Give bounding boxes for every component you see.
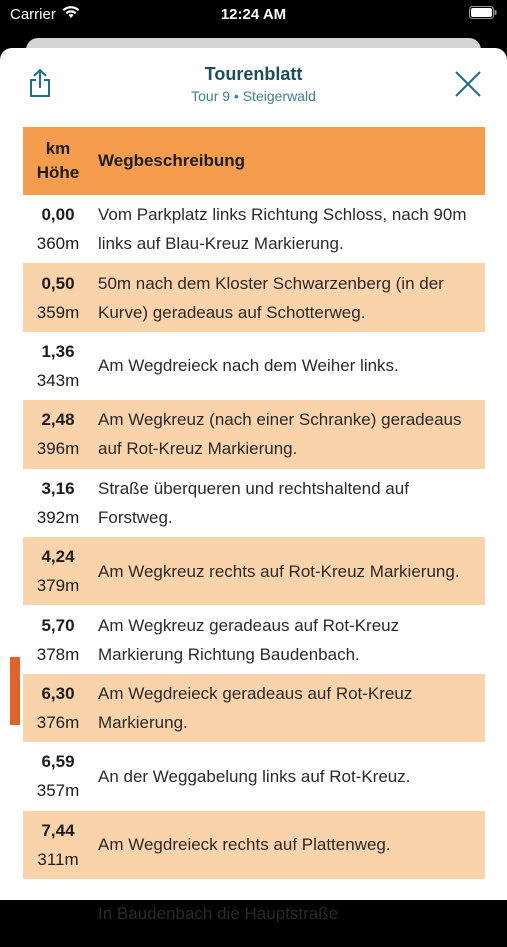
table-row[interactable] [23, 195, 485, 263]
table-row[interactable] [23, 537, 485, 605]
description-cell: In Baudenbach die Hauptstraße [98, 903, 339, 923]
km-height-cell [23, 337, 93, 395]
close-button[interactable] [454, 70, 482, 98]
km-value: 3,16 [41, 478, 75, 498]
km-value: 0,00 [41, 205, 75, 225]
height-value: 396m [36, 439, 80, 459]
description-cell: Am Wegkreuz (nach einer Schranke) geradeaus auf Rot-Kreuz Markierung. [98, 410, 462, 459]
description-cell: Am Wegdreieck nach dem Weiher links. [98, 356, 399, 376]
page-subtitle: Tour 9 • Steigerwald [191, 88, 316, 104]
carrier-label: Carrier [10, 6, 56, 23]
table-row[interactable] [23, 742, 485, 810]
status-bar [0, 0, 507, 30]
header-km: km [45, 139, 71, 158]
km-value: 7,44 [41, 820, 75, 840]
km-height-cell [23, 474, 93, 532]
km-height-cell [23, 405, 93, 463]
height-value: 359m [36, 302, 80, 322]
table-header [23, 127, 485, 195]
header-description: Wegbeschreibung [98, 151, 246, 170]
table-row[interactable] [23, 469, 485, 537]
height-value: 343m [36, 370, 80, 390]
description-cell: Am Wegdreieck rechts auf Plattenweg. [98, 835, 391, 855]
km-value: 0,50 [41, 273, 75, 293]
table-row[interactable] [23, 879, 485, 947]
table-row[interactable] [23, 263, 485, 331]
height-value: 378m [36, 644, 80, 664]
height-value: 311m [37, 849, 79, 869]
description-cell: Am Wegkreuz rechts auf Rot-Kreuz Markierung. [98, 561, 460, 581]
status-time: 12:24 AM [220, 6, 287, 23]
height-value: 379m [36, 576, 80, 596]
nav-bar [0, 48, 507, 118]
table-row[interactable] [23, 674, 485, 742]
km-height-cell [23, 200, 93, 258]
height-value: 376m [36, 712, 80, 732]
km-value: 1,36 [41, 341, 75, 361]
current-position-marker [10, 657, 20, 725]
table-row[interactable] [23, 332, 485, 400]
km-height-cell [23, 611, 93, 669]
km-height-cell [23, 542, 93, 600]
km-height-cell [23, 816, 93, 874]
km-value: 4,24 [41, 547, 75, 567]
description-cell: Am Wegkreuz geradeaus auf Rot-Kreuz Markierung Richtung Baudenbach. [98, 615, 400, 664]
km-value: 5,70 [41, 615, 75, 635]
table-row[interactable] [23, 811, 485, 879]
height-value: 360m [36, 234, 80, 254]
description-cell: An der Weggabelung links auf Rot-Kreuz. [98, 766, 411, 786]
height-value: 392m [36, 507, 80, 527]
km-height-cell [23, 269, 93, 327]
route-table [23, 127, 485, 947]
tour-sheet [0, 48, 507, 923]
km-value: 6,30 [41, 683, 75, 703]
table-row[interactable] [23, 400, 485, 468]
km-height-cell [23, 679, 93, 737]
description-cell: 50m nach dem Kloster Schwarzenberg (in der Kurve) geradeaus auf Schotterweg. [98, 273, 444, 322]
header-height: Höhe [36, 163, 80, 182]
km-height-cell [23, 747, 93, 805]
description-cell: Vom Parkplatz links Richtung Schloss, nach 90m links auf Blau-Kreuz Markierung. [98, 205, 467, 254]
table-body [23, 195, 485, 947]
height-value: 357m [36, 781, 80, 801]
close-icon [454, 70, 482, 98]
header-km-height [23, 137, 93, 185]
description-cell: Am Wegdreieck geradeaus auf Rot-Kreuz Markierung. [98, 683, 413, 732]
table-row[interactable] [23, 605, 485, 673]
km-value: 6,59 [41, 752, 75, 772]
battery-icon [469, 6, 497, 23]
description-cell: Straße überqueren und rechtshaltend auf Forstweg. [98, 478, 409, 527]
km-value: 2,48 [41, 410, 75, 430]
page-title: Tourenblatt [204, 64, 303, 84]
